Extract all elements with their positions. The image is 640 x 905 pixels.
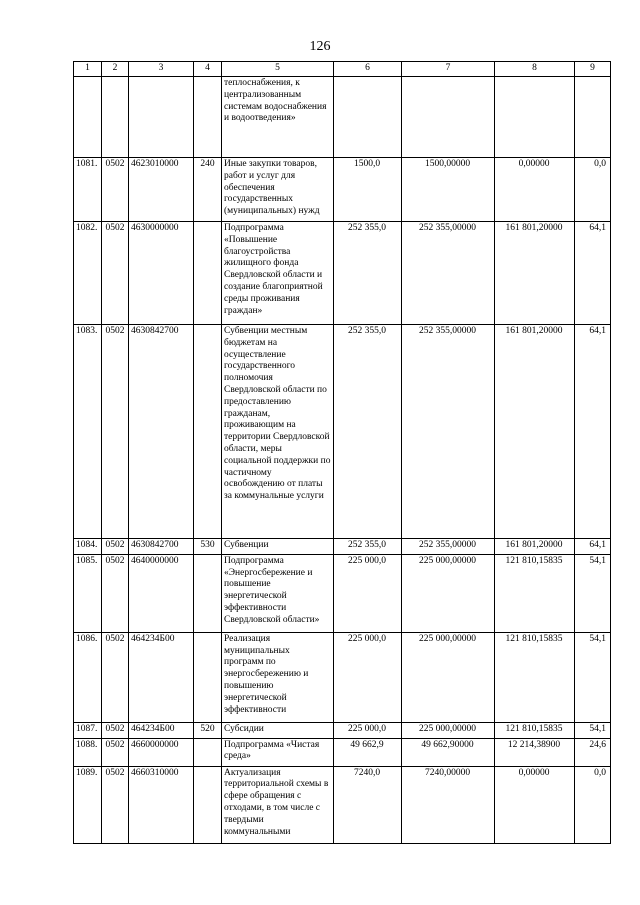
section-code: 0502: [102, 539, 129, 555]
item-name: Субвенции местным бюджетам на осуществление государственного полномочия Свердловской области по предоставлению гражданам, проживающим на территории Свердловской области, меры социальной поддержки по частичному освобождению от платы за коммунальные услуги: [222, 325, 334, 539]
row-number: 1085.: [74, 554, 102, 632]
budget-table: [73, 61, 611, 844]
item-name: Субсидии: [222, 722, 334, 738]
section-code: 0502: [102, 325, 129, 539]
value-col8: 121 810,15835: [495, 722, 575, 738]
target-code: 4660310000: [129, 766, 194, 843]
target-code: 4630000000: [129, 222, 194, 325]
table-row: [74, 539, 611, 555]
table-row: [74, 325, 611, 539]
column-header: 6: [334, 62, 402, 77]
row-number: 1087.: [74, 722, 102, 738]
item-name: Реализация муниципальных программ по энергосбережению и повышению энергетической эффективности: [222, 632, 334, 722]
value-col6: 225 000,0: [334, 632, 402, 722]
expense-type: [194, 325, 222, 539]
value-col8: [495, 77, 575, 158]
row-number: [74, 77, 102, 158]
expense-type: 520: [194, 722, 222, 738]
target-code: [129, 77, 194, 158]
expense-type: [194, 766, 222, 843]
value-col6: 252 355,0: [334, 222, 402, 325]
value-col8: 161 801,20000: [495, 222, 575, 325]
value-col6: 1500,0: [334, 158, 402, 222]
column-header: 3: [129, 62, 194, 77]
item-name: Подпрограмма «Повышение благоустройства жилищного фонда Свердловской области и создание благоприятной среды проживания граждан»: [222, 222, 334, 325]
value-col7: 252 355,00000: [402, 222, 495, 325]
item-name: теплоснабжения, к централизованным системам водоснабжения и водоотведения»: [222, 77, 334, 158]
item-name: Субвенции: [222, 539, 334, 555]
expense-type: [194, 632, 222, 722]
target-code: 464234Б00: [129, 722, 194, 738]
target-code: 464234Б00: [129, 632, 194, 722]
value-col7: [402, 77, 495, 158]
table-row: [74, 158, 611, 222]
page-number: 126: [309, 39, 331, 54]
section-code: 0502: [102, 722, 129, 738]
percent-col9: 54,1: [575, 554, 611, 632]
table-row: [74, 554, 611, 632]
section-code: 0502: [102, 554, 129, 632]
value-col7: 252 355,00000: [402, 539, 495, 555]
item-name: Иные закупки товаров, работ и услуг для обеспечения государственных (муниципальных) нужд: [222, 158, 334, 222]
value-col7: 225 000,00000: [402, 632, 495, 722]
value-col8: 0,00000: [495, 766, 575, 843]
value-col7: 225 000,00000: [402, 554, 495, 632]
percent-col9: 0,0: [575, 158, 611, 222]
row-number: 1083.: [74, 325, 102, 539]
value-col8: 121 810,15835: [495, 632, 575, 722]
value-col7: 7240,00000: [402, 766, 495, 843]
percent-col9: 64,1: [575, 222, 611, 325]
value-col6: 225 000,0: [334, 554, 402, 632]
value-col8: 161 801,20000: [495, 325, 575, 539]
table-row: [74, 766, 611, 843]
value-col8: 0,00000: [495, 158, 575, 222]
value-col6: 252 355,0: [334, 325, 402, 539]
row-number: 1081.: [74, 158, 102, 222]
value-col6: 7240,0: [334, 766, 402, 843]
percent-col9: [575, 77, 611, 158]
column-header: 4: [194, 62, 222, 77]
target-code: 4630842700: [129, 539, 194, 555]
expense-type: [194, 222, 222, 325]
row-number: 1084.: [74, 539, 102, 555]
section-code: 0502: [102, 738, 129, 766]
expense-type: 240: [194, 158, 222, 222]
value-col6: 49 662,9: [334, 738, 402, 766]
section-code: [102, 77, 129, 158]
percent-col9: 54,1: [575, 632, 611, 722]
section-code: 0502: [102, 632, 129, 722]
expense-type: 530: [194, 539, 222, 555]
column-header: 2: [102, 62, 129, 77]
percent-col9: 0,0: [575, 766, 611, 843]
expense-type: [194, 77, 222, 158]
column-header: 5: [222, 62, 334, 77]
value-col7: 225 000,00000: [402, 722, 495, 738]
expense-type: [194, 554, 222, 632]
row-number: 1086.: [74, 632, 102, 722]
column-header: 8: [495, 62, 575, 77]
section-code: 0502: [102, 766, 129, 843]
column-header: 1: [74, 62, 102, 77]
column-header: 7: [402, 62, 495, 77]
target-code: 4640000000: [129, 554, 194, 632]
value-col7: 252 355,00000: [402, 325, 495, 539]
value-col8: 161 801,20000: [495, 539, 575, 555]
value-col8: 12 214,38900: [495, 738, 575, 766]
row-number: 1088.: [74, 738, 102, 766]
value-col8: 121 810,15835: [495, 554, 575, 632]
percent-col9: 64,1: [575, 325, 611, 539]
row-number: 1089.: [74, 766, 102, 843]
value-col6: 225 000,0: [334, 722, 402, 738]
target-code: 4623010000: [129, 158, 194, 222]
section-code: 0502: [102, 158, 129, 222]
item-name: Подпрограмма «Энергосбережение и повышение энергетической эффективности Свердловской области»: [222, 554, 334, 632]
value-col6: [334, 77, 402, 158]
section-code: 0502: [102, 222, 129, 325]
item-name: Актуализация территориальной схемы в сфере обращения с отходами, в том числе с твердыми коммунальными: [222, 766, 334, 843]
value-col7: 1500,00000: [402, 158, 495, 222]
target-code: 4660000000: [129, 738, 194, 766]
table-row: [74, 738, 611, 766]
item-name: Подпрограмма «Чистая среда»: [222, 738, 334, 766]
table-row: [74, 722, 611, 738]
row-number: 1082.: [74, 222, 102, 325]
percent-col9: 64,1: [575, 539, 611, 555]
column-header-row: [74, 62, 611, 77]
value-col6: 252 355,0: [334, 539, 402, 555]
percent-col9: 24,6: [575, 738, 611, 766]
column-header: 9: [575, 62, 611, 77]
table-row: [74, 77, 611, 158]
percent-col9: 54,1: [575, 722, 611, 738]
expense-type: [194, 738, 222, 766]
table-row: [74, 222, 611, 325]
table-row: [74, 632, 611, 722]
target-code: 4630842700: [129, 325, 194, 539]
value-col7: 49 662,90000: [402, 738, 495, 766]
